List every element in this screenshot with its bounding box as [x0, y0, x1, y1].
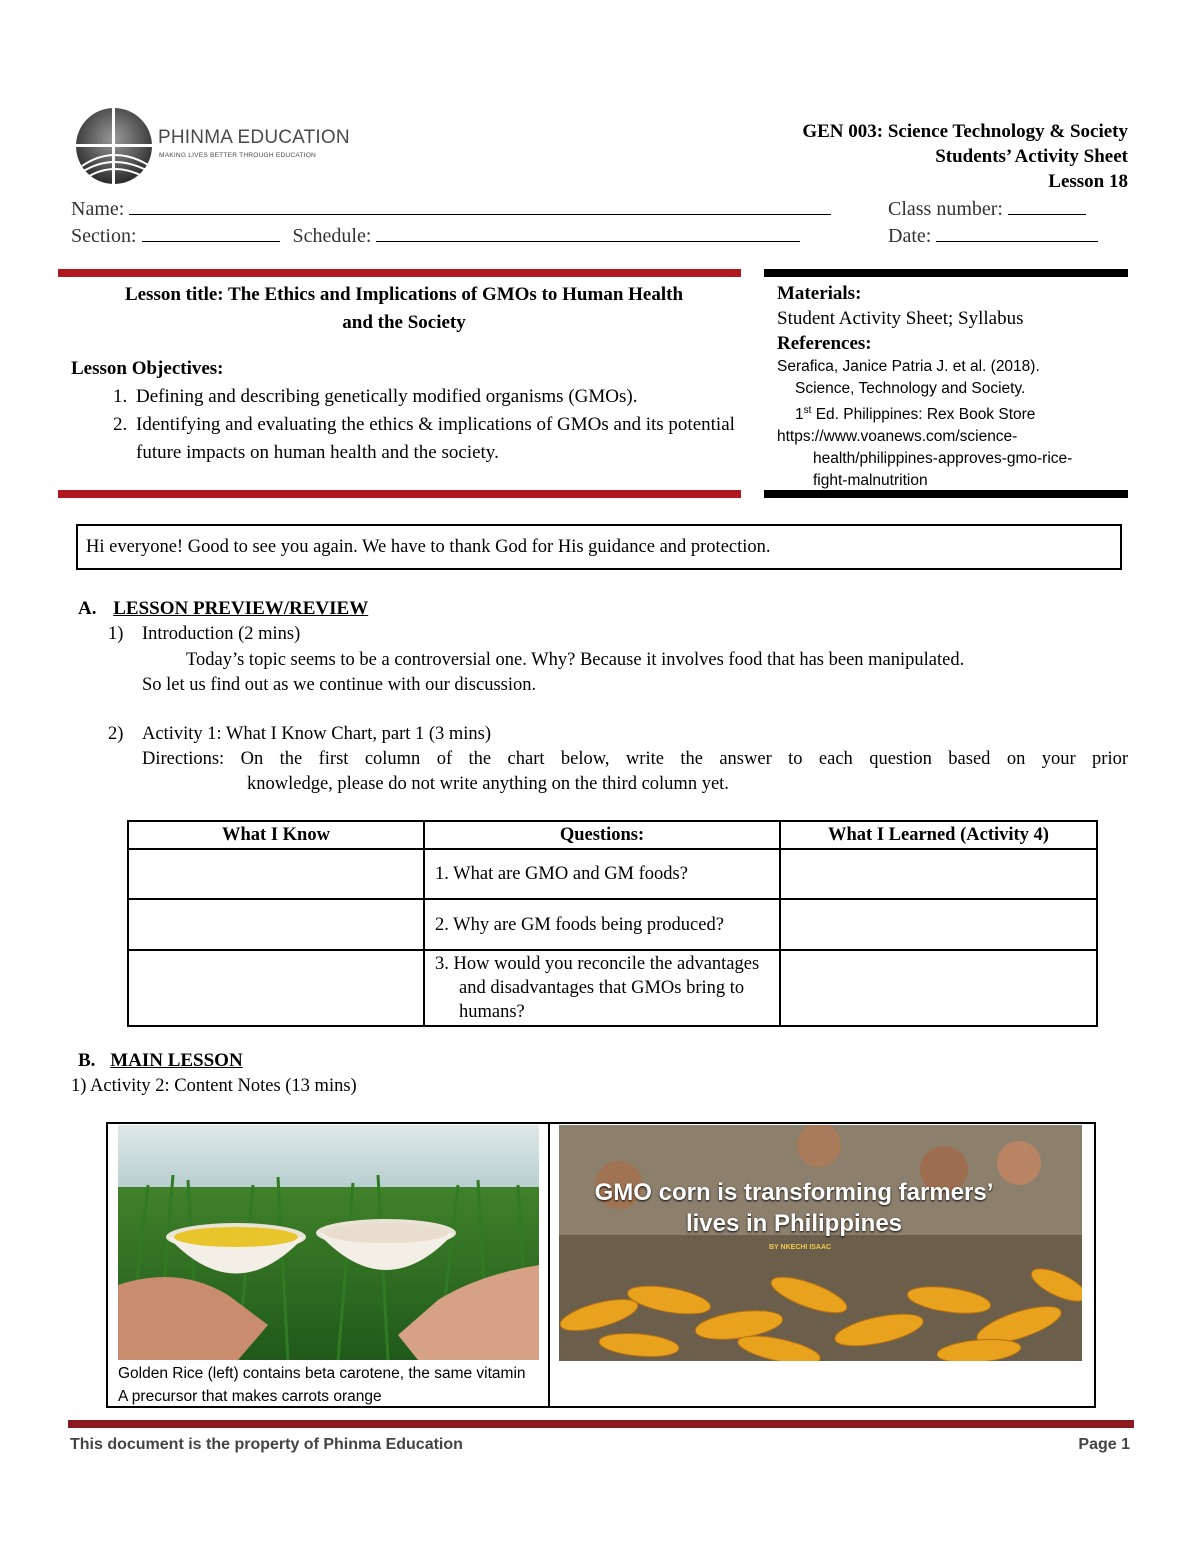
question-cell — [424, 899, 780, 950]
lesson-top-bar — [58, 269, 741, 277]
objectives-list — [71, 383, 741, 467]
what-i-know-cell[interactable] — [128, 899, 424, 950]
reference-2-line: https://www.voanews.com/science- — [777, 428, 1018, 446]
class-number-field[interactable] — [1008, 196, 1086, 215]
activity-2-line: 1) Activity 2: Content Notes (13 mins) — [71, 1076, 357, 1096]
section-a-letter: A. — [78, 598, 97, 619]
schedule-field[interactable] — [376, 223, 800, 242]
lesson-bottom-bar — [58, 490, 741, 498]
item-2-text: Activity 1: What I Know Chart, part 1 (3 mins) — [142, 724, 492, 744]
directions-line-2: knowledge, please do not write anything on the third column yet. — [247, 774, 729, 794]
class-number-row — [888, 196, 1086, 221]
question-text: 2. Why are GM foods being produced? — [435, 914, 724, 935]
golden-rice-caption: Golden Rice (left) contains beta carotene, the same vitamin A precursor that makes carrots orange — [118, 1365, 526, 1405]
lesson-title-line-2: and the Society — [342, 312, 466, 333]
lesson-objectives — [71, 355, 741, 467]
references-heading: References: — [777, 333, 872, 354]
materials-panel — [777, 281, 1129, 492]
chart-header-row — [128, 821, 1097, 849]
section-a-heading — [78, 598, 368, 620]
class-number-label: Class number: — [888, 198, 1003, 220]
sheet-title: Students’ Activity Sheet — [935, 146, 1128, 167]
reference-1-line — [777, 400, 1129, 426]
materials-text: Student Activity Sheet; Syllabus — [777, 308, 1024, 329]
reference-2[interactable] — [777, 426, 1129, 492]
header-what-i-learned: What I Learned (Activity 4) — [780, 821, 1097, 849]
intro-line-2: So let us find out as we continue with our discussion. — [142, 675, 537, 695]
footer-property-text: This document is the property of Phinma Education — [70, 1436, 463, 1453]
section-a-title: LESSON PREVIEW/REVIEW — [113, 598, 369, 619]
what-i-learned-cell[interactable] — [780, 849, 1097, 899]
question-cell — [424, 849, 780, 899]
phinma-globe-icon — [72, 104, 162, 188]
section-b-title: MAIN LESSON — [110, 1050, 243, 1071]
reference-2-line: health/philippines-approves-gmo-rice- — [813, 450, 1073, 468]
date-field[interactable] — [936, 223, 1098, 242]
lesson-title-line-1: Lesson title: The Ethics and Implications of GMOs to Human Health — [124, 284, 684, 305]
page-number: Page 1 — [1078, 1436, 1130, 1453]
section-row — [71, 223, 800, 248]
reference-1-publisher: Ed. Philippines: Rex Book Store — [811, 406, 1036, 424]
section-field[interactable] — [142, 223, 280, 242]
reference-2-line: fight-malnutrition — [813, 472, 928, 490]
what-i-know-cell[interactable] — [128, 849, 424, 899]
item-2 — [108, 724, 492, 745]
reference-1 — [777, 356, 1129, 426]
corn-headline — [559, 1177, 1029, 1239]
header-what-i-know: What I Know — [128, 821, 424, 849]
reference-1-line: Serafica, Janice Patria J. et al. (2018). — [777, 358, 1040, 375]
question-text: 3. How would you reconcile the advantages and disadvantages that GMOs bring to humans? — [435, 954, 760, 1022]
what-i-know-chart — [127, 820, 1098, 1027]
golden-rice-photo — [118, 1125, 539, 1360]
corn-headline-line-1: GMO corn is transforming farmers’ — [594, 1179, 994, 1206]
image-table-divider — [548, 1122, 550, 1408]
table-row — [128, 950, 1097, 1026]
item-1-text: Introduction (2 mins) — [142, 624, 301, 644]
reference-1-line: Science, Technology and Society. — [795, 380, 1026, 397]
reference-1-edition-sup: st — [803, 405, 812, 416]
what-i-know-cell[interactable] — [128, 950, 424, 1026]
footer-bar — [68, 1420, 1134, 1428]
logo-tagline: MAKING LIVES BETTER THROUGH EDUCATION — [159, 152, 316, 159]
corn-byline: BY NKECHI ISAAC — [769, 1244, 832, 1251]
what-i-learned-cell[interactable] — [780, 899, 1097, 950]
item-1 — [108, 624, 301, 645]
question-text: 1. What are GMO and GM foods? — [435, 864, 688, 884]
what-i-learned-cell[interactable] — [780, 950, 1097, 1026]
date-label: Date: — [888, 225, 932, 247]
name-row — [71, 196, 831, 221]
intro-line-1: Today’s topic seems to be a controversial one. Why? Because it involves food that has been manipulated. — [186, 650, 965, 670]
schedule-label: Schedule: — [292, 225, 372, 247]
item-1-number: 1) — [108, 624, 124, 644]
objective-item: 2. Identifying and evaluating the ethics & implications of GMOs and its potential future impacts on human health and the society. — [132, 411, 741, 467]
objectives-heading: Lesson Objectives: — [71, 358, 224, 379]
section-label: Section: — [71, 225, 137, 247]
logo-name: PHINMA EDUCATION — [158, 127, 350, 148]
section-b-letter: B. — [78, 1050, 96, 1071]
section-b-heading — [78, 1050, 243, 1072]
name-label: Name: — [71, 198, 125, 220]
course-title: GEN 003: Science Technology & Society — [802, 121, 1128, 142]
question-cell — [424, 950, 780, 1026]
table-row — [128, 849, 1097, 899]
greeting-text: Hi everyone! Good to see you again. We have to thank God for His guidance and protection. — [86, 537, 771, 557]
materials-top-bar — [764, 269, 1128, 277]
objective-item: 1. Defining and describing genetically modified organisms (GMOs). — [132, 383, 741, 411]
directions-line-1: Directions: On the first column of the chart below, write the answer to each question based on your prior — [142, 749, 1128, 769]
date-row — [888, 223, 1098, 248]
header-questions: Questions: — [424, 821, 780, 849]
corn-headline-line-2: lives in Philippines — [685, 1210, 903, 1237]
lesson-number: Lesson 18 — [1048, 171, 1128, 192]
materials-heading: Materials: — [777, 283, 862, 304]
name-field[interactable] — [129, 196, 831, 215]
reference-1-edition: 1 — [795, 406, 804, 424]
lesson-title — [68, 281, 740, 337]
item-2-number: 2) — [108, 724, 124, 744]
gmo-corn-photo — [559, 1125, 1082, 1361]
course-header — [802, 119, 1128, 194]
table-row — [128, 899, 1097, 950]
